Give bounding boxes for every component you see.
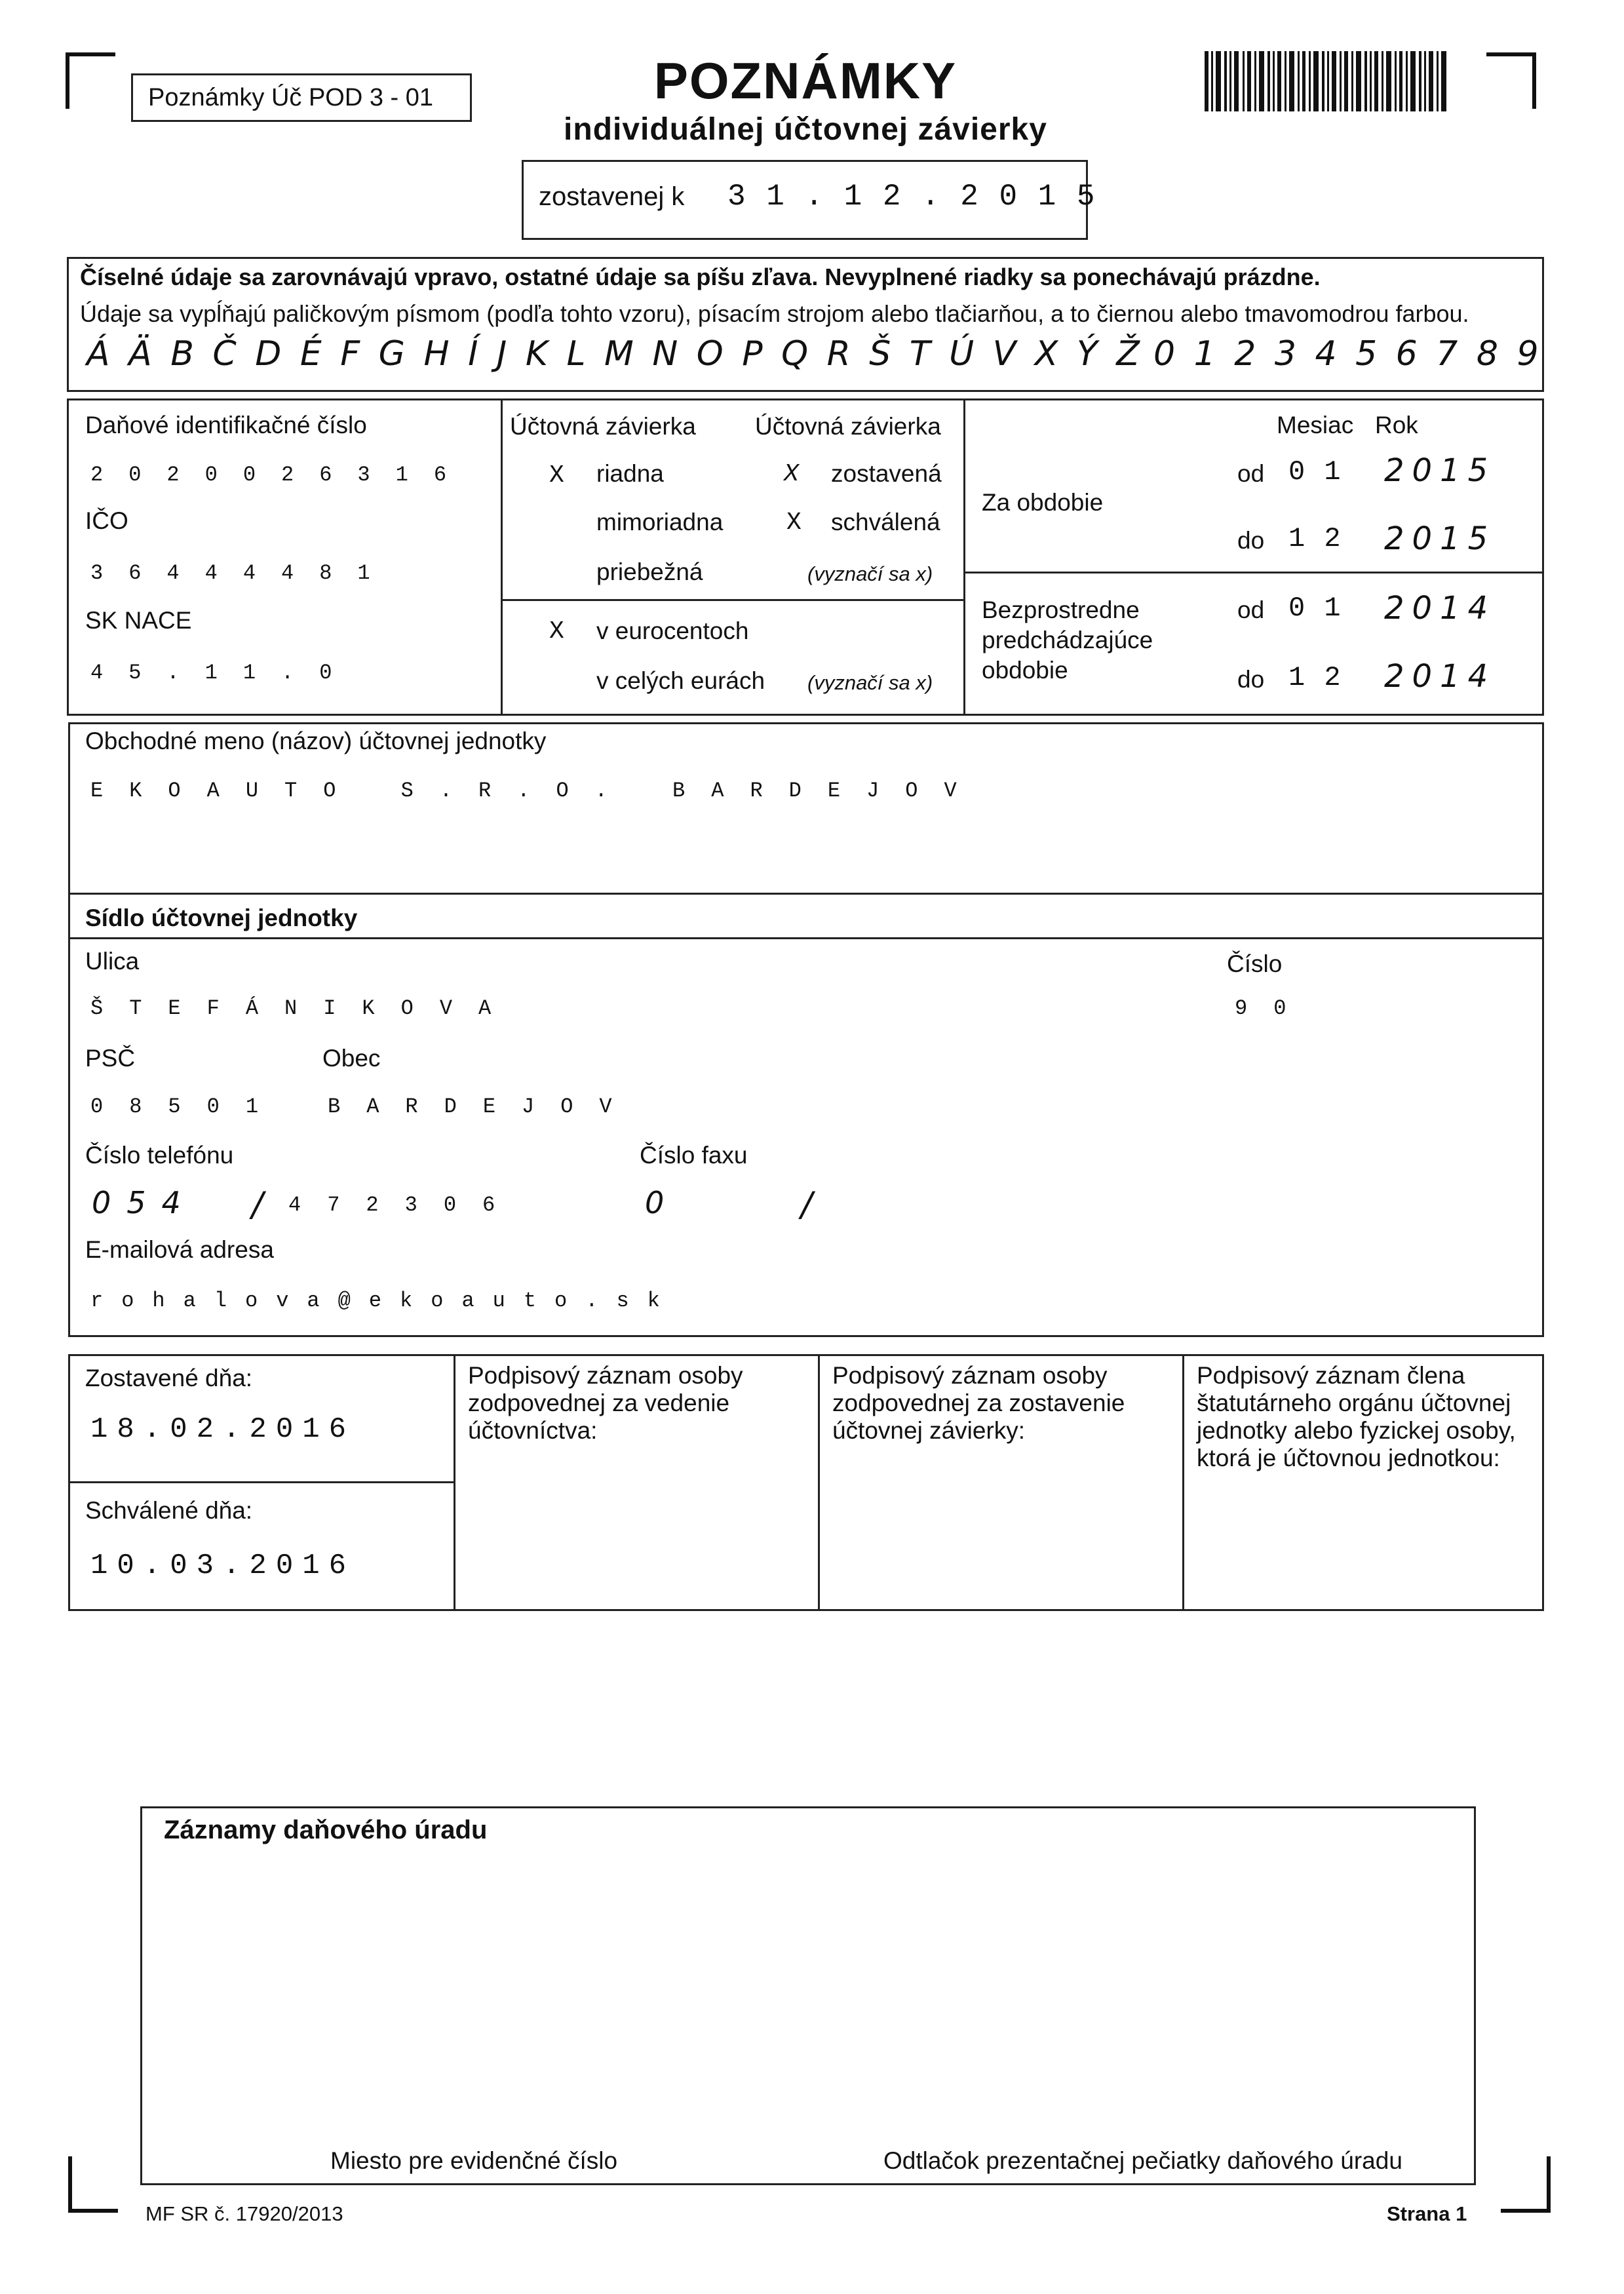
approved-on-value: 10.03.2016 <box>90 1549 356 1582</box>
current-to-year: 2015 <box>1384 520 1496 557</box>
fax-label: Číslo faxu <box>640 1142 748 1169</box>
entity-name-value: EKOAUTO S.R.O. BARDEJOV <box>90 779 983 803</box>
previous-to-year: 2014 <box>1384 658 1496 695</box>
divider <box>963 572 1544 574</box>
phone-slash: / <box>252 1185 263 1224</box>
schvalena-checkbox[interactable]: X <box>786 509 802 537</box>
approved-on-label: Schválené dňa: <box>85 1497 253 1524</box>
compiled-on-label: Zostavené dňa: <box>85 1365 253 1391</box>
divider <box>454 1354 455 1611</box>
city-label: Obec <box>322 1045 381 1072</box>
barcode <box>1205 51 1448 111</box>
nace-value: 45.11.0 <box>90 661 358 685</box>
form-code: Poznámky Úč POD 3 - 01 <box>148 84 434 111</box>
instructions-line-2: Údaje sa vypĺňajú paličkovým písmom (podľa tohto vzoru), písacím strojom alebo tlačiarňou, a to čiernou alebo tmavomodrou farbou. <box>80 300 1469 327</box>
entity-box <box>68 722 1544 1337</box>
zostavena-checkbox[interactable]: X <box>784 460 799 488</box>
previous-period-label-2: predchádzajúce <box>982 627 1153 653</box>
signature-compilation: Podpisový záznam osoby zodpovednej za zostavenie účtovnej závierky: <box>832 1362 1125 1444</box>
city-value: BARDEJOV <box>328 1095 638 1119</box>
compiled-on-value: 18.02.2016 <box>90 1413 356 1446</box>
phone-prefix: 054 <box>92 1185 197 1220</box>
ico-label: IČO <box>85 507 128 534</box>
mark-note: (vyznačí sa x) <box>807 562 933 585</box>
previous-period-label-3: obdobie <box>982 657 1068 684</box>
mark-note-2: (vyznačí sa x) <box>807 671 933 694</box>
current-from-month: 0 1 <box>1288 456 1342 488</box>
ministry-reference: MF SR č. 17920/2013 <box>145 2202 343 2225</box>
divider <box>501 399 503 716</box>
tax-office-title: Záznamy daňového úradu <box>164 1816 488 1844</box>
previous-from-year: 2014 <box>1384 590 1496 627</box>
year-header: Rok <box>1375 412 1418 438</box>
corner-mark-bottom-right <box>1501 2156 1551 2213</box>
tax-office-box <box>140 1806 1476 2185</box>
riadna-label: riadna <box>596 460 664 487</box>
dic-value: 2020026316 <box>90 463 473 487</box>
page-subtitle: individuálnej účtovnej závierky <box>564 112 1047 147</box>
divider <box>1182 1354 1184 1611</box>
previous-do: do <box>1237 666 1265 693</box>
current-do: do <box>1237 527 1265 554</box>
number-label: Číslo <box>1227 950 1283 977</box>
divider <box>501 599 963 601</box>
divider <box>68 1481 454 1483</box>
compiled-label: zostavenej k <box>539 182 685 211</box>
corner-mark-bottom-left <box>68 2156 118 2213</box>
schvalena-label: schválená <box>831 509 940 535</box>
divider <box>818 1354 820 1611</box>
previous-od: od <box>1237 596 1265 623</box>
divider <box>963 399 965 716</box>
compiled-date: 3 1 . 1 2 . 2 0 1 5 <box>727 180 1096 214</box>
current-period-label: Za obdobie <box>982 489 1104 516</box>
instructions-line-1: Číselné údaje sa zarovnávajú vpravo, ostatné údaje sa píšu zľava. Nevyplnené riadky sa ponechávajú prázdne. <box>80 263 1321 290</box>
email-value: rohalova@ekoauto.sk <box>90 1289 678 1313</box>
evidence-number-label: Miesto pre evidenčné číslo <box>330 2147 618 2174</box>
divider <box>68 937 1544 939</box>
mimoriadna-label: mimoriadna <box>596 509 724 535</box>
eurocentoch-checkbox[interactable]: X <box>549 617 564 646</box>
nace-label: SK NACE <box>85 607 192 634</box>
sample-digits: 0 1 2 3 4 5 6 7 8 9 <box>1153 334 1543 374</box>
previous-from-month: 0 1 <box>1288 593 1342 624</box>
page-title: POZNÁMKY <box>653 52 957 109</box>
stamp-label: Odtlačok prezentačnej pečiatky daňového úradu <box>883 2147 1402 2174</box>
current-od: od <box>1237 460 1265 487</box>
month-header: Mesiac <box>1277 412 1354 438</box>
signature-accounting: Podpisový záznam osoby zodpovednej za vedenie účtovníctva: <box>468 1362 743 1444</box>
seat-label: Sídlo účtovnej jednotky <box>85 904 358 931</box>
signature-statutory: Podpisový záznam člena štatutárneho orgánu účtovnej jednotky alebo fyzickej osoby, ktorá je účtovnou jednotkou: <box>1197 1362 1516 1471</box>
statement-col2-header: Účtovná závierka <box>755 413 941 440</box>
divider <box>68 893 1544 895</box>
zostavena-label: zostavená <box>831 460 942 487</box>
phone-number: 472306 <box>288 1193 522 1217</box>
fax-slash: / <box>801 1185 813 1224</box>
fax-prefix: 0 <box>645 1185 665 1220</box>
eurocentoch-label: v eurocentoch <box>596 617 749 644</box>
street-value: ŠTEFÁNIKOVA <box>90 996 518 1021</box>
page-number: Strana 1 <box>1387 2202 1467 2225</box>
ico-value: 36444481 <box>90 561 396 585</box>
previous-to-month: 1 2 <box>1288 662 1342 693</box>
psc-value: 08501 <box>90 1095 285 1119</box>
previous-period-label-1: Bezprostredne <box>982 596 1140 623</box>
celych-eurach-label: v celých eurách <box>596 667 765 694</box>
riadna-checkbox[interactable]: X <box>549 461 564 490</box>
street-label: Ulica <box>85 948 140 975</box>
phone-label: Číslo telefónu <box>85 1142 234 1169</box>
psc-label: PSČ <box>85 1045 136 1072</box>
current-from-year: 2015 <box>1384 452 1496 489</box>
entity-name-label: Obchodné meno (názov) účtovnej jednotky <box>85 728 547 754</box>
dic-label: Daňové identifikačné číslo <box>85 412 367 438</box>
email-label: E-mailová adresa <box>85 1236 274 1263</box>
sample-letters: Á Ä B Č D É F G H Í J K L M N O P Q R Š T Ú V X Ý Ž <box>87 334 1144 374</box>
current-to-month: 1 2 <box>1288 523 1342 554</box>
number-value: 90 <box>1235 996 1313 1021</box>
priebezna-label: priebežná <box>596 558 703 585</box>
statement-col1-header: Účtovná závierka <box>510 413 696 440</box>
